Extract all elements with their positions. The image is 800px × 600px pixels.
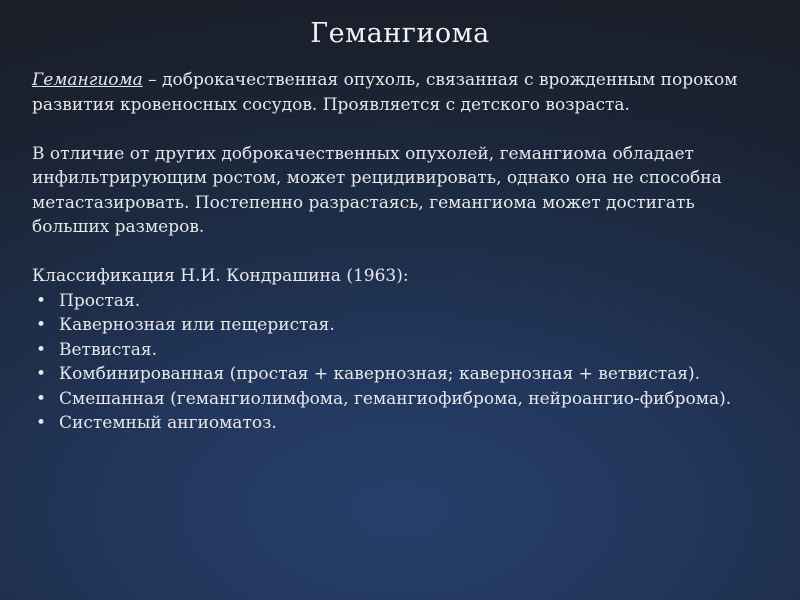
slide-body (32, 68, 772, 436)
paragraph-spacer (32, 117, 772, 142)
classification-list (32, 289, 772, 436)
list-item (32, 313, 772, 338)
list-item-text: Смешанная (гемангиолимфома, гемангиофиброма, нейроангио-фиброма). (59, 388, 732, 409)
list-item (32, 289, 772, 314)
list-item (32, 387, 772, 412)
definition-paragraph (32, 68, 772, 117)
description-paragraph: В отличие от других доброкачественных опухолей, гемангиома обладает инфильтрирующим ростом, может рецидивировать, однако она не способна метастазировать. Постепенно разрастаясь, гемангиома может достигать больших размеров. (32, 143, 722, 237)
list-item-text: Ветвистая. (59, 339, 158, 360)
list-item-text: Простая. (59, 290, 141, 311)
bullet-icon: • (35, 413, 47, 433)
slide-title: Гемангиома (310, 18, 490, 49)
bullet-icon: • (35, 388, 47, 409)
definition-term: Гемангиома (32, 70, 143, 90)
definition-text: – доброкачественная опухоль, связанная с врожденным пороком развития кровеносных сосудов. Проявляется с детского возраста. (32, 70, 738, 115)
list-item (32, 362, 772, 387)
bullet-icon: • (35, 364, 47, 384)
bullet-icon: • (35, 290, 47, 311)
bullet-icon: • (35, 339, 47, 360)
list-item (32, 338, 772, 363)
list-item-text: Комбинированная (простая + кавернозная; кавернозная + ветвистая). (59, 364, 701, 384)
paragraph-spacer (32, 240, 772, 265)
list-item-text: Кавернозная или пещеристая. (59, 315, 335, 335)
classification-heading: Классификация Н.И. Кондрашина (1963): (32, 266, 409, 286)
bullet-icon: • (35, 315, 47, 335)
list-item-text: Системный ангиоматоз. (59, 413, 277, 433)
list-item (32, 411, 772, 436)
